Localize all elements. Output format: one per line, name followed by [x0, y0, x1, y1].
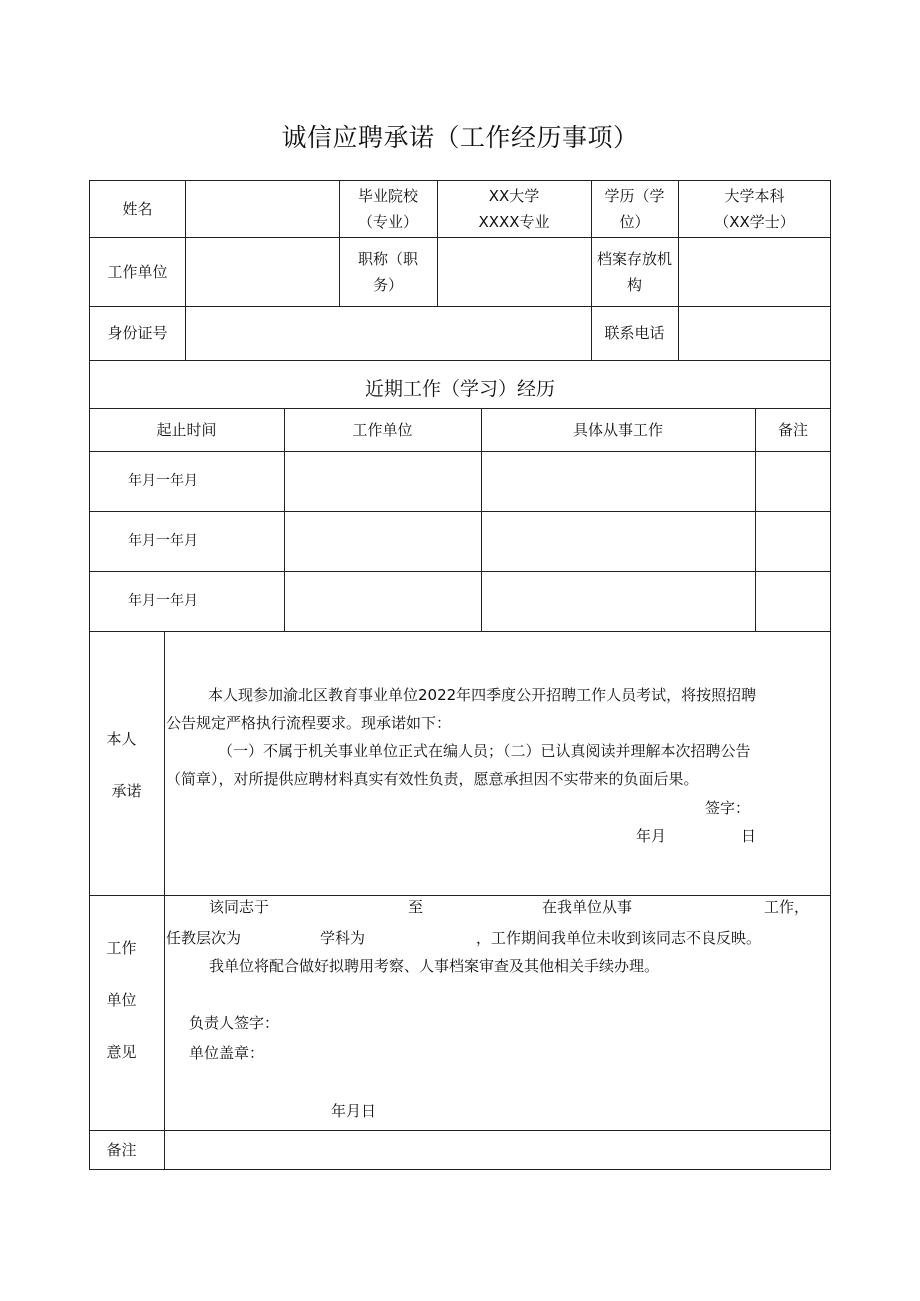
- col-header-duty: 具体从事工作: [572, 420, 663, 439]
- pledge-label: 本人 承诺: [106, 730, 142, 800]
- pledge-text-line: （简章），对所提供应聘材料真实有效性负责，愿意承担因不实带来的负面后果。: [166, 770, 699, 788]
- opinion-text: 任教层次为: [166, 929, 242, 947]
- archive-value[interactable]: [678, 237, 831, 306]
- remark-label: 备注: [106, 1141, 137, 1159]
- opinion-label: 工作 单位 意见: [106, 939, 137, 1061]
- row-divider: [89, 360, 831, 361]
- opinion-text: 我单位将配合做好拟聘用考察、人事档案审查及其他相关手续办理。: [209, 957, 660, 975]
- col-header-period: 起止时间: [156, 420, 217, 439]
- opinion-text: 该同志于: [209, 898, 270, 916]
- row-divider: [89, 895, 831, 896]
- degree-value: 大学本科 （XX学士）: [714, 186, 795, 231]
- col-divider: [164, 631, 165, 1170]
- archive-label: 档案存放机 构: [596, 249, 672, 294]
- remark-value[interactable]: [165, 1130, 831, 1170]
- school-label: 毕业院校 （专业）: [357, 186, 418, 231]
- pledge-date-month: 年月: [636, 827, 667, 845]
- history-period: 年月一年月: [128, 593, 198, 609]
- pledge-signature: 签字：: [705, 799, 751, 817]
- job-title-label: 职称（职 务）: [357, 249, 418, 294]
- opinion-text: 学科为: [320, 929, 366, 947]
- history-period: 年月一年月: [128, 533, 198, 549]
- school-value: XX大学 XXXX专业: [478, 186, 550, 231]
- opinion-text: 在我单位从事: [542, 898, 633, 916]
- col-header-remark: 备注: [777, 420, 808, 439]
- degree-label: 学历（学 位）: [604, 186, 665, 231]
- opinion-date: 年月日: [331, 1102, 377, 1120]
- id-label: 身份证号: [107, 324, 168, 342]
- history-heading: 近期工作（学习）经历: [364, 378, 555, 400]
- pledge-text-line: （一）不属于机关事业单位正式在编人员；（二）已认真阅读并理解本次招聘公告: [218, 742, 751, 760]
- name-value[interactable]: [186, 180, 339, 237]
- pledge-text-line: 本人现参加渝北区教育事业单位2022年四季度公开招聘工作人员考试，将按照招聘: [208, 686, 757, 704]
- work-unit-label: 工作单位: [107, 262, 168, 281]
- col-header-unit: 工作单位: [352, 420, 413, 439]
- phone-value[interactable]: [678, 306, 831, 360]
- document-title: 诚信应聘承诺（工作经历事项）: [281, 123, 639, 152]
- opinion-text: 至: [408, 898, 424, 916]
- job-title-value[interactable]: [437, 237, 591, 306]
- opinion-signature: 负责人签字：: [189, 1014, 280, 1032]
- opinion-text: 工作，: [764, 898, 810, 916]
- phone-label: 联系电话: [604, 324, 665, 342]
- opinion-seal: 单位盖章：: [189, 1044, 265, 1062]
- opinion-text: ，工作期间我单位未收到该同志不良反映。: [476, 929, 762, 947]
- history-period: 年月一年月: [128, 473, 198, 489]
- name-label: 姓名: [122, 199, 153, 218]
- pledge-text-line: 公告规定严格执行流程要求。现承诺如下：: [166, 714, 452, 732]
- row-divider: [89, 631, 831, 632]
- work-unit-value[interactable]: [186, 237, 339, 306]
- id-value[interactable]: [186, 306, 591, 360]
- pledge-date-day: 日: [741, 827, 757, 845]
